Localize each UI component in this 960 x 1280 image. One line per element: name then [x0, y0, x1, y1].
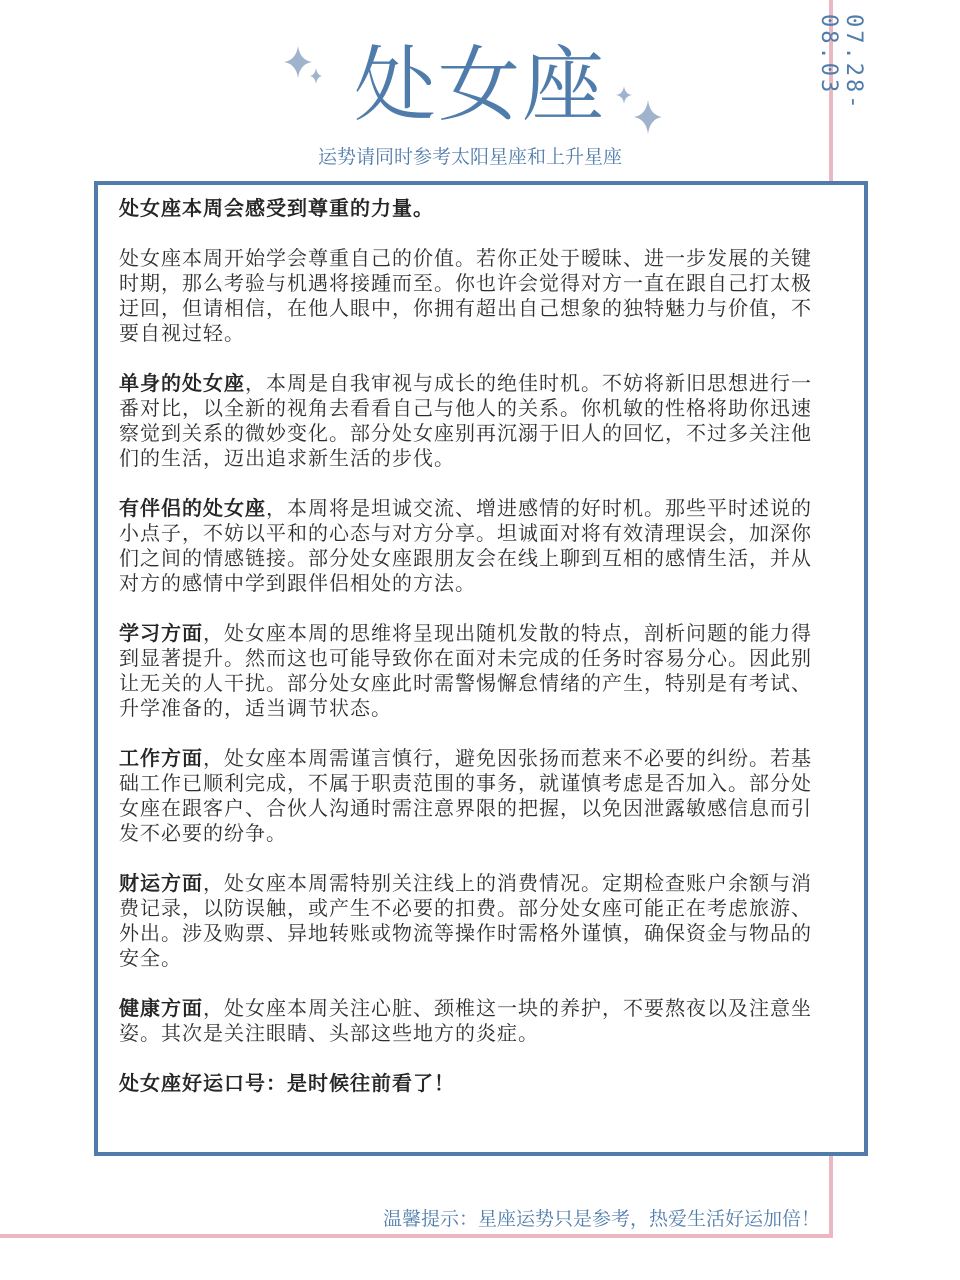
section-work	[119, 746, 819, 846]
section-heading: 学习方面	[119, 621, 203, 645]
section-heading: 健康方面	[119, 996, 203, 1020]
section-text: ，本周是自我审视与成长的绝佳时机。不妨将新旧思想进行一番对比，以全新的视角去看看自己与他人的关系。你机敏的性格将助你迅速察觉到关系的微妙变化。部分处女座别再沉溺于旧人的回忆，不过多关注他们的生活，迈出追求新生活的步伐。	[119, 371, 812, 470]
page-title: 处女座	[353, 38, 606, 133]
headline: 处女座本周会感受到尊重的力量。	[119, 196, 434, 220]
section-couple	[119, 496, 819, 596]
section-text: ，处女座本周需特别关注线上的消费情况。定期检查账户余额与消费记录，以防误触，或产生不必要的扣费。部分处女座可能正在考虑旅游、外出。涉及购票、异地转账或物流等操作时需格外谨慎，确保资金与物品的安全。	[119, 871, 812, 970]
date-range: 07.28-08.03	[816, 14, 866, 112]
slogan: 处女座好运口号：是时候往前看了！	[119, 1071, 455, 1095]
section-text: ，处女座本周关注心脏、颈椎这一块的养护，不要熬夜以及注意坐姿。其次是关注眼睛、头部这些地方的炎症。	[119, 996, 812, 1045]
section-heading: 单身的处女座	[119, 371, 245, 395]
intro-paragraph: 处女座本周开始学会尊重自己的价值。若你正处于暧昧、进一步发展的关键时期，那么考验与机遇将接踵而至。你也许会觉得对方一直在跟自己打太极迂回，但请相信，在他人眼中，你拥有超出自己想象的独特魅力与价值，不要自视过轻。	[119, 246, 812, 345]
section-heading: 财运方面	[119, 871, 203, 895]
section-text: ，本周将是坦诚交流、增进感情的好时机。那些平时述说的小点子，不妨以平和的心态与对方分享。坦诚面对将有效清理误会，加深你们之间的情感链接。部分处女座跟朋友会在线上聊到互相的感情生活，并从对方的感情中学到跟伴侣相处的方法。	[119, 496, 812, 595]
section-text: ，处女座本周的思维将呈现出随机发散的特点，剖析问题的能力得到显著提升。然而这也可能导致你在面对未完成的任务时容易分心。因此别让无关的人干扰。部分处女座此时需警惕懈怠情绪的产生，特别是有考试、升学准备的，适当调节状态。	[119, 621, 812, 720]
section-heading: 工作方面	[119, 746, 203, 770]
section-text: ，处女座本周需谨言慎行，避免因张扬而惹来不必要的纠纷。若基础工作已顺利完成，不属于职责范围的事务，就谨慎考虑是否加入。部分处女座在跟客户、合伙人沟通时需注意界限的把握，以免因泄露敏感信息而引发不必要的纷争。	[119, 746, 812, 845]
sparkle-icon	[284, 42, 324, 88]
sparkle-icon	[612, 82, 664, 138]
subtitle: 运势请同时参考太阳星座和上升星座	[317, 146, 622, 168]
section-health	[119, 996, 819, 1046]
horoscope-content	[119, 196, 819, 1121]
section-wealth	[119, 871, 819, 971]
section-single	[119, 371, 819, 471]
section-study	[119, 621, 819, 721]
pink-horizontal-line	[0, 1234, 833, 1238]
footer-tip: 温馨提示：星座运势只是参考，热爱生活好运加倍！	[382, 1208, 820, 1230]
section-heading: 有伴侣的处女座	[119, 496, 266, 520]
